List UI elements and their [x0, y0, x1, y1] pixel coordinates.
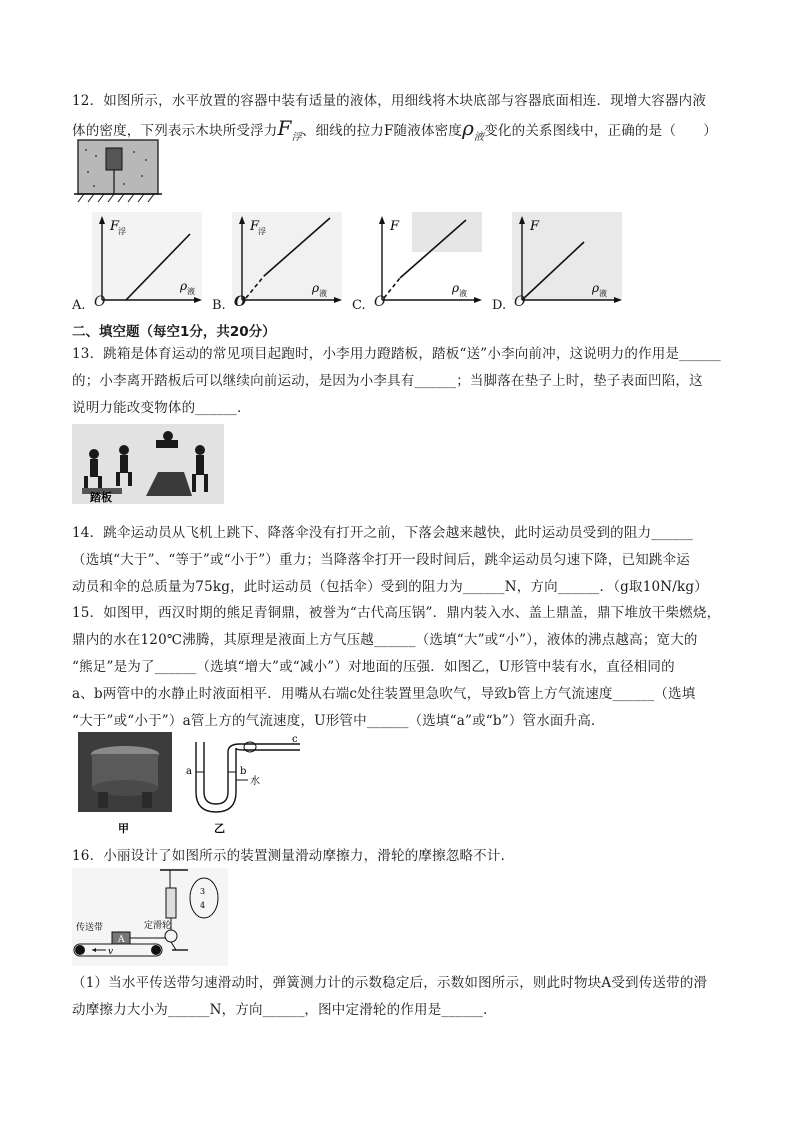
svg-text:ρ: ρ: [592, 281, 600, 295]
svg-text:传送带: 传送带: [76, 923, 104, 933]
svg-text:a: a: [186, 766, 192, 777]
svg-text:F: F: [390, 219, 400, 234]
q12-line2: 体的密度，下列表示木块所受浮力$F_浮$、细线的拉力F随液体密度$\rho_液$变化的关系图线中，正确的是（ ）: [72, 116, 718, 143]
svg-text:水: 水: [250, 776, 260, 787]
svg-text:液: 液: [459, 289, 467, 298]
container-figure: [74, 136, 164, 208]
svg-text:浮: 浮: [258, 227, 266, 236]
svg-text:浮: 浮: [118, 227, 126, 236]
spring-scale: [166, 888, 176, 918]
svg-text:液: 液: [319, 289, 327, 298]
svg-text:踏板: 踏板: [90, 491, 112, 504]
option-c[interactable]: F ρ 液 C. O: [352, 212, 482, 316]
option-b[interactable]: F 浮 ρ 液 B. O: [212, 212, 342, 316]
svg-text:A: A: [118, 935, 125, 945]
wood-block: [106, 148, 122, 170]
q12-line1: 12．如图所示，水平放置的容器中装有适量的液体，用细线将木块底部与容器底面相连．现增大容器内液: [72, 93, 707, 109]
svg-text:b: b: [240, 766, 247, 777]
q14-text: 14．跳伞运动员从飞机上跳下、降落伞没有打开之前，下落会越来越快，此时运动员受到的阻力______ （选填“大于”、“等于”或“小于”）重力；当降落伞打开一段时间后，跳伞运动员匀速下降，已知跳伞运 动员和伞的总质量为75kg，此时运动员（包括伞）受到的阻力为______N，方向______．（g取10N/kg）: [72, 525, 708, 595]
bronze-ding-photo: [78, 732, 172, 836]
section-fill-in-blanks: 二、填空题（每空1分，共20分）: [72, 324, 276, 340]
svg-text:乙: 乙: [214, 822, 225, 835]
svg-text:v: v: [108, 947, 114, 957]
friction-apparatus-figure: [72, 868, 228, 966]
option-b-letter: B.: [212, 298, 226, 313]
svg-text:F: F: [530, 219, 540, 234]
svg-text:定滑轮: 定滑轮: [144, 921, 172, 931]
svg-text:液: 液: [599, 289, 607, 298]
u-tube-figure: [180, 732, 304, 836]
svg-text:F: F: [250, 219, 260, 234]
svg-text:ρ: ρ: [312, 281, 320, 295]
q13-text: 13．跳箱是体育运动的常见项目起跑时，小李用力蹬踏板，踏板“送”小李向前冲，这说明力的作用是______ 的；小李离开踏板后可以继续向前运动，是因为小李具有______；当脚落在垫子上时，垫子表面凹陷，这 说明力能改变物体的______．: [72, 346, 721, 416]
svg-text:ρ: ρ: [452, 281, 460, 295]
option-c-letter: C.: [352, 298, 366, 313]
graph-a: [72, 212, 202, 312]
option-d[interactable]: F ρ 液 D. O: [492, 212, 622, 316]
q15-text: 15．如图甲，西汉时期的熊足青铜鼎，被誉为“古代高压锅”．鼎内装入水、盖上鼎盖，鼎下堆放干柴燃烧， 鼎内的水在120℃沸腾，其原理是液面上方气压越______（选填“大”或“小”），液体的沸点越高；宽大的 “熊足”是为了______（选填“增大”或“减小”）对地面的压强．如图乙，U形管中装有水，直径相同的 a、b两管中的水静止时液面相平．用嘴从右端c处往装置里急吹气，导致b管上方气流速度______（选填 “大于”或“小于”）a管上方的气流速度，U形管中______（选填“a”或“b”）管水面升高．: [72, 605, 721, 729]
graph-c: [352, 212, 482, 312]
svg-text:ρ: ρ: [180, 279, 188, 293]
graph-b: [212, 212, 342, 312]
q12-text: [72, 88, 722, 151]
symbol-rho-liquid: $\rho_液$: [462, 116, 485, 143]
graph-d: [492, 212, 622, 312]
vaulting-photo: [72, 424, 224, 504]
svg-text:3: 3: [200, 887, 206, 896]
q16-text: 16．小丽设计了如图所示的装置测量滑动摩擦力，滑轮的摩擦忽略不计．: [72, 848, 515, 864]
option-d-letter: D.: [492, 298, 507, 313]
option-a[interactable]: F 浮 ρ 液 A. O: [72, 212, 202, 316]
svg-text:4: 4: [200, 901, 206, 910]
option-a-letter: A.: [72, 298, 86, 313]
svg-text:c: c: [292, 734, 298, 745]
ground-hatch: [78, 194, 154, 202]
svg-text:甲: 甲: [118, 822, 129, 835]
symbol-F-buoyancy: $F_浮$: [277, 116, 302, 143]
q16-sub1: （1）当水平传送带匀速滑动时，弹簧测力计的示数稳定后，示数如图所示，则此时物块A受到传送带的滑 动摩擦力大小为______N，方向______，图中定滑轮的作用是______．: [72, 975, 708, 1018]
svg-text:液: 液: [187, 287, 195, 296]
svg-text:F: F: [110, 219, 120, 234]
